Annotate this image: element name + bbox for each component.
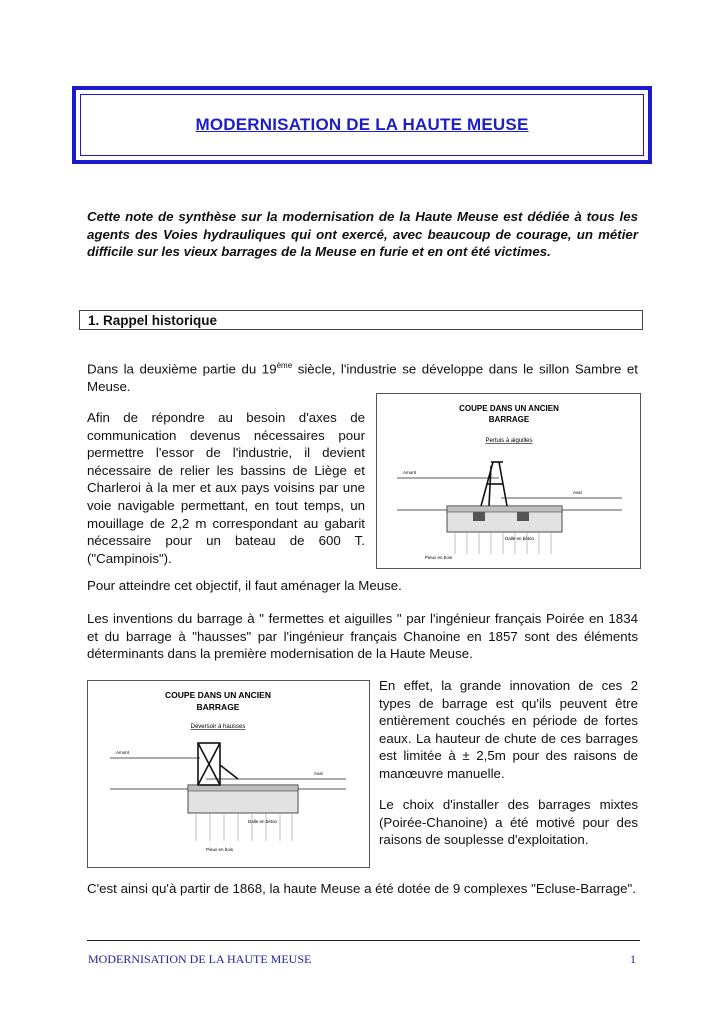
figure1-subtitle: Pertuis à aiguilles bbox=[485, 438, 533, 444]
figure1-sill-top bbox=[447, 506, 562, 512]
figure1-piles bbox=[455, 532, 551, 554]
figure1-anchor-block-2 bbox=[517, 512, 529, 521]
figure2-sill-top bbox=[188, 785, 298, 791]
barrage-section-drawing-2 bbox=[88, 681, 369, 867]
paragraph-axes-communication: Afin de répondre au besoin d'axes de communication devenus nécessaires pour permettre l'essor de l'industrie, il devient nécessaire de relier les bassins de Liège et Charleroi à la mer et aux pays voisins par une voie navigable permettant, en tout temps, un mouillage de 2,2 m correspondant au gabarit nécessaire pour un bateau de 600 T. ("Campinois"). bbox=[87, 410, 365, 566]
figure1-needle-frame bbox=[481, 462, 507, 506]
figure1-label-aval: Aval bbox=[573, 490, 582, 495]
footer-rule bbox=[87, 940, 640, 941]
figure2-subtitle: Déversoir à hausses bbox=[190, 724, 246, 730]
figure2-title-line1: COUPE DANS UN ANCIEN bbox=[165, 690, 271, 700]
document-title: MODERNISATION DE LA HAUTE MEUSE bbox=[195, 115, 529, 134]
figure2-label-dalle: Dalle en béton bbox=[248, 819, 278, 824]
paragraph-inventions: Les inventions du barrage à " fermettes et aiguilles " par l'ingénieur français Poirée en 1834 et du barrage à "hausses" par l'ingénieur français Chanoine en 1857 sont des éléments déterminants dans la première modernisation de la Haute Meuse. bbox=[87, 611, 638, 662]
title-frame bbox=[72, 86, 652, 164]
figure2-title-line2: BARRAGE bbox=[196, 702, 240, 712]
paragraph-objectif: Pour atteindre cet objectif, il faut aménager la Meuse. bbox=[87, 578, 402, 593]
paragraph-complexes-ecluse-barrage: C'est ainsi qu'à partir de 1868, la haute Meuse a été dotée de 9 complexes "Ecluse-Barrage". bbox=[87, 881, 636, 896]
figure1-label-pieux: Pieux en bois bbox=[425, 555, 453, 560]
footer-page-number: 1 bbox=[630, 952, 636, 966]
figure2-label-amont: Amont bbox=[116, 750, 130, 755]
dedication-paragraph: Cette note de synthèse sur la modernisation de la Haute Meuse est dédiée à tous les agents des Voies hydrauliques qui ont exercé, avec beaucoup de courage, un métier difficile sur les vieux barrages de la Meuse en furie et en ont été victimes. bbox=[87, 209, 638, 260]
paragraph-innovation: En effet, la grande innovation de ces 2 types de barrage est qu'ils peuvent être entièrement couchés en période de fortes eaux. La hauteur de chute de ces barrages est limitée à ± 2,5m pour des raisons de manœuvre manuelle. bbox=[379, 678, 638, 781]
figure1-title-line2: BARRAGE bbox=[488, 415, 530, 424]
paragraph-industrie bbox=[87, 357, 638, 396]
figure1-title-line1: COUPE DANS UN ANCIEN bbox=[459, 404, 559, 413]
figure-deversoir-hausses bbox=[87, 680, 370, 868]
figure2-label-pieux: Pieux en bois bbox=[206, 847, 234, 852]
superscript-eme: ème bbox=[276, 361, 293, 370]
paragraph-industrie-end: siècle, l'industrie se développe dans le sillon Sambre et Meuse. bbox=[87, 361, 639, 395]
figure1-anchor-block-1 bbox=[473, 512, 485, 521]
figure2-piles bbox=[196, 813, 292, 841]
paragraph-industrie-start: Dans la deuxième partie du 19 bbox=[87, 361, 277, 377]
figure1-label-amont: Amont bbox=[403, 470, 417, 475]
footer-title: MODERNISATION DE LA HAUTE MEUSE bbox=[88, 952, 312, 966]
paragraph-barrages-mixtes: Le choix d'installer des barrages mixtes (Poirée-Chanoine) a été motivé pour des raisons de souplesse d'exploitation. bbox=[379, 797, 638, 848]
figure1-label-dalle: Dalle en béton bbox=[505, 536, 535, 541]
figure2-label-aval: Aval bbox=[314, 771, 323, 776]
section-heading-rappel-historique: 1. Rappel historique bbox=[79, 310, 643, 330]
barrage-section-drawing-1 bbox=[377, 394, 640, 568]
figure-pertuis-aiguilles bbox=[376, 393, 641, 569]
